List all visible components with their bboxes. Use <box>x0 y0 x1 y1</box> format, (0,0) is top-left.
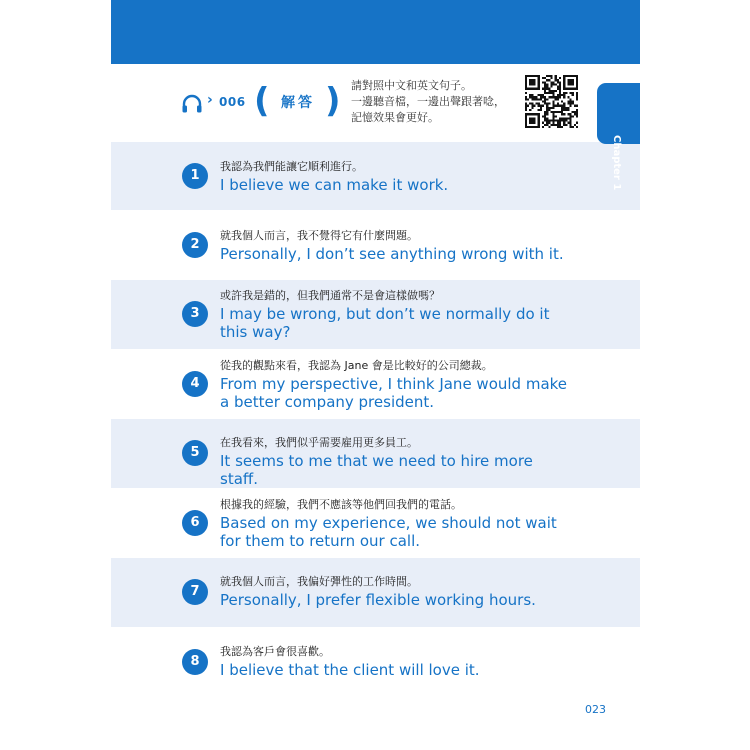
sentence-row <box>111 142 640 210</box>
section-header <box>111 64 640 142</box>
instruction-line: 請對照中文和英文句子。 <box>351 79 472 92</box>
sentence-row <box>111 210 640 280</box>
item-number-badge: 3 <box>182 301 208 327</box>
item-number-badge: 6 <box>182 510 208 536</box>
right-paren: ) <box>325 81 341 121</box>
qr-code[interactable] <box>525 75 578 128</box>
chapter-label: Chapter 1 <box>611 135 622 191</box>
chapter-tab[interactable] <box>597 83 640 191</box>
item-number-badge: 8 <box>182 649 208 675</box>
sentence-row <box>111 280 640 349</box>
sentence-row <box>111 349 640 419</box>
sentence-row <box>111 488 640 558</box>
page-number: 023 <box>585 703 606 716</box>
top-color-band <box>111 0 640 64</box>
instruction-line: 一邊聽音檔，一邊出聲跟著唸， <box>351 95 505 108</box>
book-page <box>111 0 640 750</box>
english-sentence: From my perspective, I think Jane would make a better company president. <box>220 375 568 411</box>
chinese-sentence: 就我個人而言，我不覺得它有什麼問題。 <box>220 229 418 242</box>
chinese-sentence: 就我個人而言，我偏好彈性的工作時間。 <box>220 575 418 588</box>
left-paren: ( <box>254 81 270 121</box>
chinese-sentence: 或許我是錯的，但我們通常不是會這樣做嗎？ <box>220 289 440 302</box>
english-sentence: I believe that the client will love it. <box>220 661 480 679</box>
item-number-badge: 5 <box>182 440 208 466</box>
sentence-row <box>111 558 640 627</box>
instruction-line: 記憶效果會更好。 <box>351 111 439 124</box>
english-sentence: Personally, I prefer flexible working hours. <box>220 591 536 609</box>
english-sentence: I believe we can make it work. <box>220 176 449 194</box>
chevron-right-icon: › <box>207 92 213 108</box>
chinese-sentence: 在我看來，我們似乎需要雇用更多員工。 <box>220 436 418 449</box>
item-number-badge: 2 <box>182 232 208 258</box>
chinese-sentence: 從我的觀點來看，我認為 Jane 會是比較好的公司總裁。 <box>220 359 493 372</box>
english-sentence: Based on my experience, we should not wait for them to return our call. <box>220 514 557 550</box>
audio-track-number[interactable]: 006 <box>219 95 246 109</box>
answer-label: 解答 <box>281 95 315 111</box>
chinese-sentence: 我認為客戶會很喜歡。 <box>220 645 330 658</box>
english-sentence: I may be wrong, but don’t we normally do it this way? <box>220 305 550 341</box>
item-number-badge: 4 <box>182 371 208 397</box>
sentence-row <box>111 627 640 697</box>
item-number-badge: 7 <box>182 579 208 605</box>
headphone-icon <box>181 94 203 114</box>
sentence-row <box>111 419 640 488</box>
item-number-badge: 1 <box>182 163 208 189</box>
english-sentence: It seems to me that we need to hire more staff. <box>220 452 533 488</box>
chinese-sentence: 我認為我們能讓它順利進行。 <box>220 160 363 173</box>
instructions <box>351 78 521 126</box>
chinese-sentence: 根據我的經驗，我們不應該等他們回我們的電話。 <box>220 498 462 511</box>
english-sentence: Personally, I don’t see anything wrong with it. <box>220 245 564 263</box>
